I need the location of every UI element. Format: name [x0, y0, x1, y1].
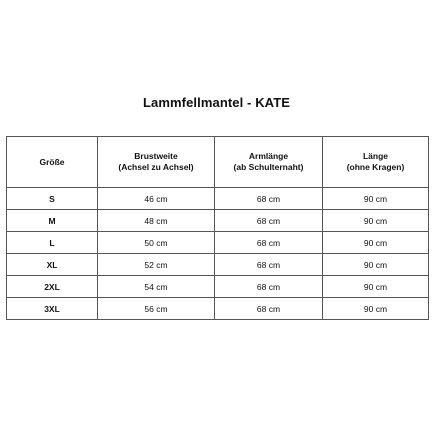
length-cell: 90 cm [323, 276, 429, 298]
header-chest-width-label: Brustweite [134, 151, 178, 161]
size-cell: M [7, 210, 98, 232]
table-row [7, 232, 429, 254]
sleeve-length-cell: 68 cm [215, 254, 323, 276]
header-length-label: Länge [362, 151, 389, 161]
header-chest-width [98, 137, 215, 188]
size-cell: S [7, 188, 98, 210]
chest-width-cell: 48 cm [98, 210, 215, 232]
header-size-label: Größe [39, 156, 65, 167]
table-row [7, 210, 429, 232]
header-sleeve-length [215, 137, 323, 188]
length-cell: 90 cm [323, 188, 429, 210]
table-row [7, 188, 429, 210]
sleeve-length-cell: 68 cm [215, 188, 323, 210]
table-row [7, 254, 429, 276]
length-cell: 90 cm [323, 210, 429, 232]
header-chest-width-note: (Achsel zu Achsel) [118, 162, 194, 172]
size-cell: 2XL [7, 276, 98, 298]
header-size [7, 137, 98, 188]
chest-width-cell: 46 cm [98, 188, 215, 210]
sleeve-length-cell: 68 cm [215, 232, 323, 254]
header-length [323, 137, 429, 188]
table-row [7, 298, 429, 320]
header-sleeve-length-label: Armlänge [248, 151, 289, 161]
size-cell: 3XL [7, 298, 98, 320]
sleeve-length-cell: 68 cm [215, 276, 323, 298]
table-row [7, 276, 429, 298]
size-table [6, 136, 429, 320]
header-length-note: (ohne Kragen) [346, 162, 405, 172]
chest-width-cell: 54 cm [98, 276, 215, 298]
length-cell: 90 cm [323, 232, 429, 254]
length-cell: 90 cm [323, 254, 429, 276]
size-cell: L [7, 232, 98, 254]
header-sleeve-length-note: (ab Schulternaht) [233, 162, 304, 172]
table-header-row [7, 137, 429, 188]
page-title: Lammfellmantel - KATE [142, 95, 291, 110]
chest-width-cell: 52 cm [98, 254, 215, 276]
sleeve-length-cell: 68 cm [215, 210, 323, 232]
sleeve-length-cell: 68 cm [215, 298, 323, 320]
chest-width-cell: 50 cm [98, 232, 215, 254]
chest-width-cell: 56 cm [98, 298, 215, 320]
size-cell: XL [7, 254, 98, 276]
length-cell: 90 cm [323, 298, 429, 320]
